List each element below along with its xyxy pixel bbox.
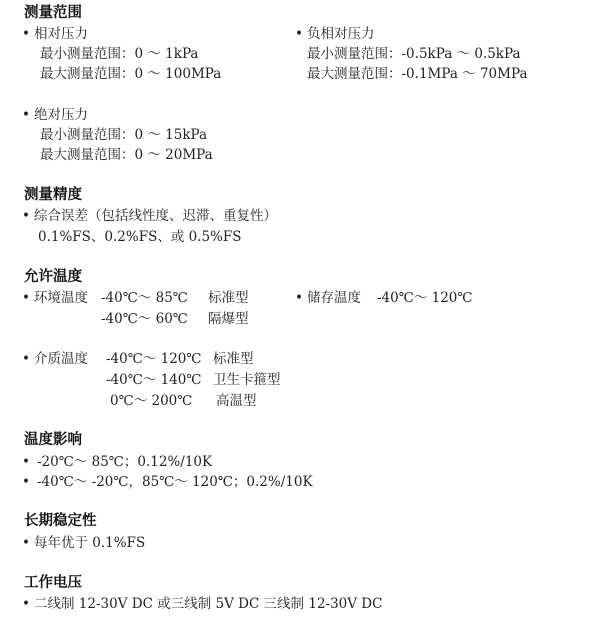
negative-pressure-max: 最大测量范围：-0.1MPa ～ 70MPa (307, 66, 528, 82)
ambient-temp-type-standard: 标准型 (208, 290, 249, 306)
accuracy-values: 0.1%FS、0.2%FS、或 0.5%FS (38, 229, 242, 245)
relative-pressure-min: 最小测量范围：0 ～ 1kPa (40, 46, 199, 62)
bullet: • (22, 454, 30, 470)
medium-temp-label: 介质温度 (34, 351, 88, 367)
medium-temp-range-sanitary: -40℃～ 140℃ (106, 372, 202, 388)
section-heading-temperature: 允许温度 (24, 269, 82, 285)
ambient-temp-label: 环境温度 (34, 290, 88, 306)
bullet: • (295, 26, 303, 42)
temp-effect-line2: -40℃～ -20℃，85℃～ 120℃；0.2%/10K (37, 474, 313, 490)
section-heading-range: 测量范围 (24, 5, 82, 21)
section-heading-stability: 长期稳定性 (24, 513, 97, 529)
medium-temp-type-sanitary: 卫生卡箍型 (213, 372, 281, 388)
section-heading-accuracy: 测量精度 (24, 187, 82, 203)
negative-pressure-title: 负相对压力 (307, 26, 375, 42)
ambient-temp-type-explosion: 隔爆型 (208, 311, 249, 327)
absolute-pressure-min: 最小测量范围：0 ～ 15kPa (40, 127, 208, 143)
bullet: • (22, 26, 30, 42)
bullet: • (22, 474, 30, 490)
absolute-pressure-title: 绝对压力 (34, 107, 88, 123)
medium-temp-type-standard: 标准型 (213, 351, 254, 367)
bullet: • (22, 107, 30, 123)
absolute-pressure-max: 最大测量范围：0 ～ 20MPa (40, 147, 213, 163)
relative-pressure-title: 相对压力 (34, 26, 88, 42)
bullet: • (22, 208, 30, 224)
ambient-temp-range-standard: -40℃～ 85℃ (101, 290, 188, 306)
medium-temp-range-high: 0℃～ 200℃ (110, 393, 193, 409)
bullet: • (295, 290, 303, 306)
section-heading-voltage: 工作电压 (24, 575, 82, 591)
negative-pressure-min: 最小测量范围：-0.5kPa ～ 0.5kPa (307, 46, 521, 62)
storage-temp-label: 储存温度 (307, 290, 361, 306)
stability-item: 每年优于 0.1%FS (34, 535, 146, 551)
bullet: • (22, 596, 30, 612)
section-heading-temp-effect: 温度影响 (24, 432, 82, 448)
medium-temp-type-high: 高温型 (216, 393, 257, 409)
ambient-temp-range-explosion: -40℃～ 60℃ (101, 311, 188, 327)
relative-pressure-max: 最大测量范围：0 ～ 100MPa (40, 66, 222, 82)
bullet: • (22, 351, 30, 367)
storage-temp-range: -40℃～ 120℃ (377, 290, 473, 306)
voltage-item: 二线制 12-30V DC 或三线制 5V DC 三线制 12-30V DC (34, 596, 383, 612)
medium-temp-range-standard: -40℃～ 120℃ (106, 351, 202, 367)
bullet: • (22, 535, 30, 551)
temp-effect-line1: -20℃～ 85℃；0.12%/10K (37, 454, 213, 470)
accuracy-item: 综合误差（包括线性度、迟滞、重复性） (34, 208, 277, 224)
bullet: • (22, 290, 30, 306)
